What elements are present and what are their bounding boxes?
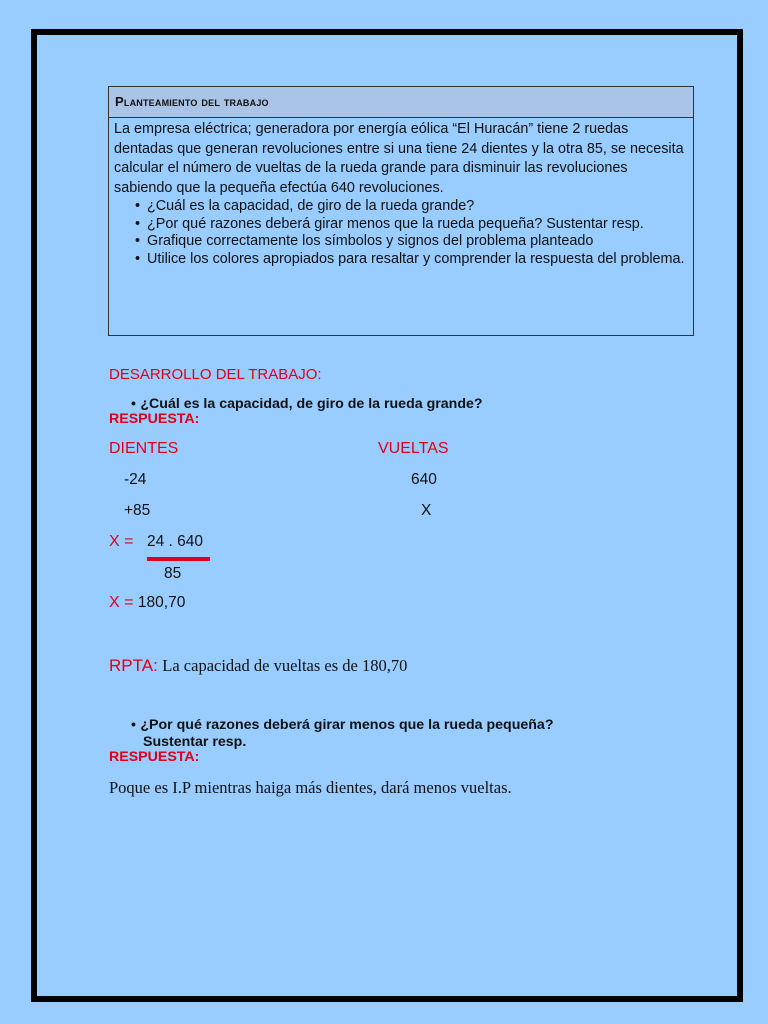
row2-vueltas: X: [421, 502, 432, 519]
numerator: 24 . 640: [147, 533, 204, 550]
row2-dientes: +85: [124, 502, 151, 519]
result-line: [109, 594, 185, 612]
x-equals-label-2: X =: [109, 594, 134, 611]
plan-list-item: • Grafique correctamente los símbolos y signos del problema planteado: [135, 233, 693, 251]
question-1-text: ¿Cuál es la capacidad, de giro de la rueda grande?: [140, 396, 483, 412]
response-label-2: RESPUESTA:: [109, 749, 200, 765]
response-label-1: RESPUESTA:: [109, 411, 200, 427]
question-2-line1: ¿Por qué razones deberá girar menos que la rueda pequeña?: [140, 717, 554, 733]
rpta-line: [109, 656, 407, 676]
col-vueltas: VUELTAS: [378, 440, 449, 457]
plan-paragraph: La empresa eléctrica; generadora por energía eólica “El Huracán” tiene 2 ruedas dentadas que generan revoluciones entre si una tiene 24 dientes y la otra 85, se necesita calcular el número de vueltas de la rueda grande para disminuir las revoluciones sabiendo que la pequeña efectúa 640 revoluciones.: [114, 121, 684, 196]
question-2: [131, 716, 553, 734]
row1-dientes: -24: [124, 471, 147, 488]
plan-list: [109, 198, 693, 268]
rpta-label: RPTA:: [109, 656, 158, 675]
plan-list-item: • ¿Cuál es la capacidad, de giro de la rueda grande?: [135, 198, 693, 216]
question-2-line2: Sustentar resp.: [143, 734, 247, 750]
rpta-text: La capacidad de vueltas es de 180,70: [162, 656, 408, 675]
fraction-bar: [147, 557, 210, 561]
result-value: 180,70: [137, 594, 186, 611]
answer-2: Poque es I.P mientras haiga más dientes, dará menos vueltas.: [109, 778, 512, 797]
plan-box: [108, 86, 694, 336]
section-title: DESARROLLO DEL TRABAJO:: [109, 366, 322, 383]
row1-vueltas: 640: [411, 471, 437, 488]
plan-header: Planteamiento del trabajo: [109, 87, 693, 118]
bullet-icon: •: [131, 395, 136, 411]
bullet-icon: •: [131, 716, 136, 732]
plan-list-item: • Utilice los colores apropiados para resaltar y comprender la respuesta del problema.: [135, 251, 693, 269]
denominator: 85: [164, 565, 182, 582]
x-equals-label: X =: [109, 533, 134, 550]
plan-list-item: • ¿Por qué razones deberá girar menos que la rueda pequeña? Sustentar resp.: [135, 216, 693, 234]
col-dientes: DIENTES: [109, 440, 179, 457]
